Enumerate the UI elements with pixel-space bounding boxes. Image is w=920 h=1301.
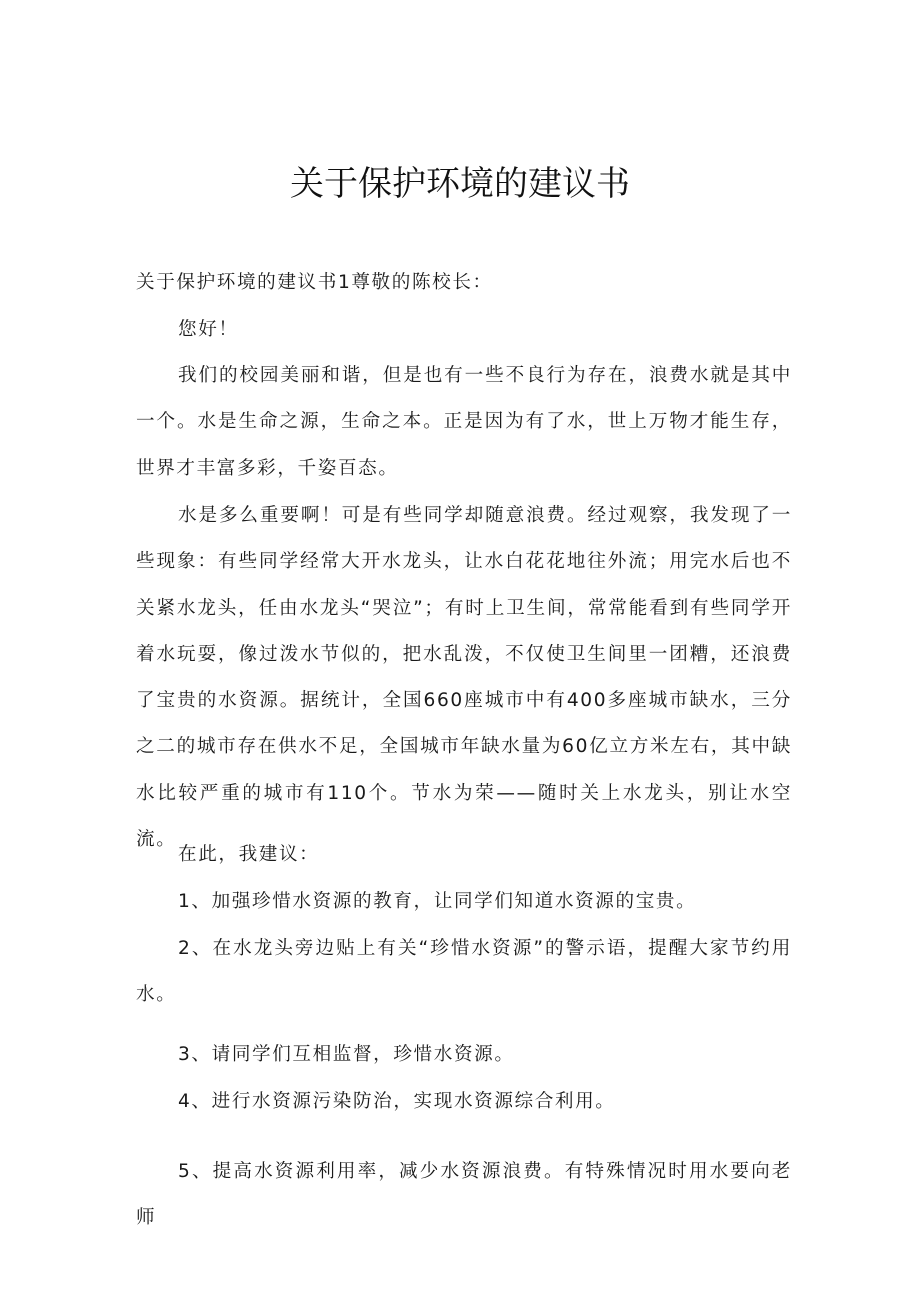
paragraph-campus-water: 我们的校园美丽和谐，但是也有一些不良行为存在，浪费水就是其中一个。水是生命之源，生命之本。正是因为有了水，世上万物才能生存，世界才丰富多彩，千姿百态。 [136, 365, 792, 479]
suggestion-item-1: 1、加强珍惜水资源的教育，让同学们知道水资源的宝贵。 [178, 891, 697, 912]
suggestion-item-4: 4、进行水资源污染防治，实现水资源综合利用。 [178, 1091, 616, 1112]
document-title: 关于保护环境的建议书 [290, 164, 630, 204]
greeting-line: 您好！ [178, 319, 239, 340]
suggestion-item-3: 3、请同学们互相监督，珍惜水资源。 [178, 1044, 515, 1065]
suggestion-item-5: 5、提高水资源利用率，减少水资源浪费。有特殊情况时用水要向老师 [136, 1161, 792, 1229]
suggestion-item-2: 2、在水龙头旁边贴上有关“珍惜水资源”的警示语，提醒大家节约用水。 [136, 938, 792, 1006]
paragraph-water-waste: 水是多么重要啊！可是有些同学却随意浪费。经过观察，我发现了一些现象：有些同学经常大开水龙头，让水白花花地往外流；用完水后也不关紧水龙头，任由水龙头“哭泣”；有时上卫生间，常常能看到有些同学开着水玩耍，像过泼水节似的，把水乱泼，不仅使卫生间里一团糟，还浪费了宝贵的水资源。据统计，全国660座城市中有400多座城市缺水，三分之二的城市存在供水不足，全国城市年缺水量为60亿立方米左右，其中缺水比较严重的城市有110个。节水为荣——随时关上水龙头，别让水空流。 [136, 505, 792, 851]
paragraph-suggestion-intro: 在此，我建议： [178, 844, 320, 865]
salutation-line: 关于保护环境的建议书1尊敬的陈校长： [136, 272, 493, 293]
